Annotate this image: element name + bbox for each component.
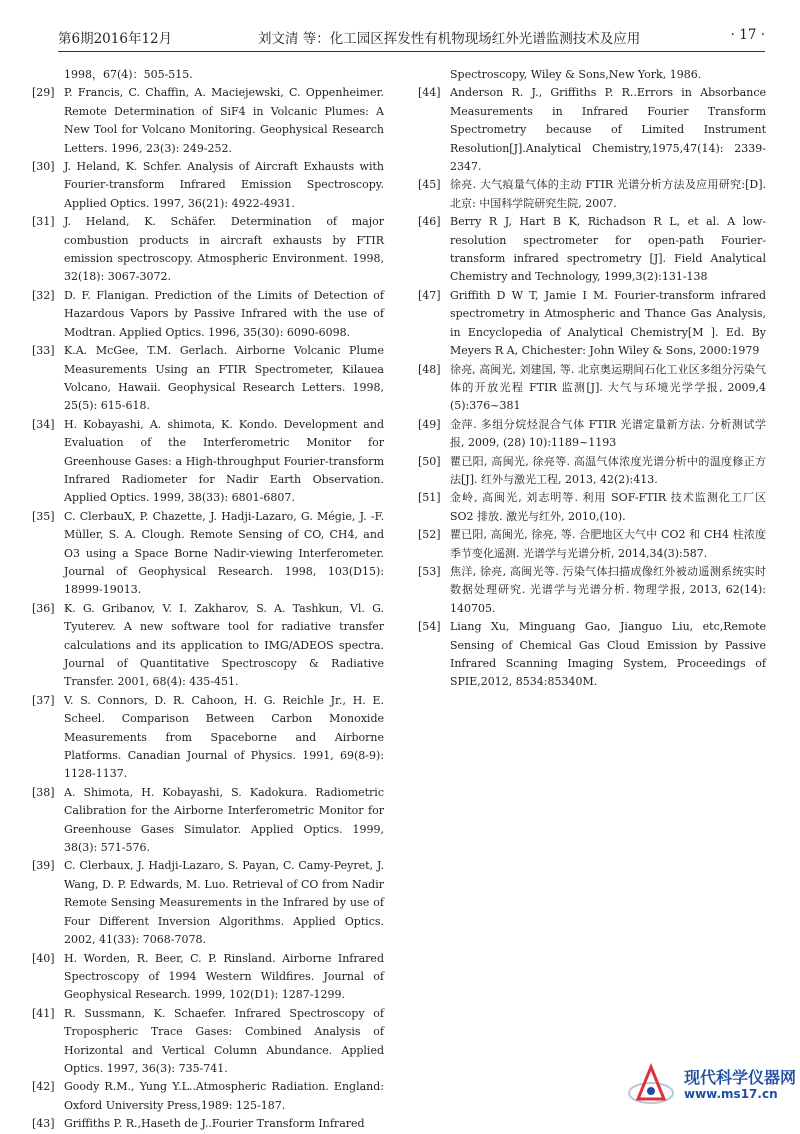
reference-text: Griffith D W T, Jamie I M. Fourier-transform infrared spectrometry in Atmospheric and Thance Gas Analysis, in Encyclopedia of Analytical Chemistry[M ]. Ed. By Meyers R A, Chichester: John Wiley & Sons, 2000:1979: [450, 288, 766, 358]
reference-number: [46]: [418, 215, 441, 229]
reference-text: P. Francis, C. Chaffin, A. Maciejewski, C. Oppenheimer. Remote Determination of SiF4 in Volcanic Plumes: A New Tool for Volcano Monitoring. Geophysical Research Letters. 1996, 23(3): 249-252.: [64, 86, 384, 155]
reference-text: Griffiths P. R.,Haseth de J..Fourier Transform Infrared: [64, 1117, 365, 1131]
reference-number: [31]: [32, 215, 55, 229]
running-title: 刘文清 等：化工园区挥发性有机物现场红外光谱监测技术及应用: [258, 31, 641, 47]
reference-text: 徐亮, 高闽光, 刘建国, 等. 北京奥运期间石化工业区多组分污染气体的开放光程 FTIR 监测[J]. 大气与环境光学学报, 2009,4 (5):376~381: [450, 362, 766, 413]
reference-number: [37]: [32, 693, 55, 707]
reference-number: [38]: [32, 785, 55, 799]
reference-number: [36]: [32, 601, 55, 615]
reference-number: [53]: [418, 564, 441, 578]
reference-item: [32, 1078, 384, 1115]
reference-number: [49]: [418, 417, 441, 431]
reference-text: H. Kobayashi, A. shimota, K. Kondo. Development and Evaluation of the Interferometric Monitor for Greenhouse Gases: a High-throughput Fourier-transform Infrared Radiometer for Nadir Earth Observation. Applied Optics. 1999, 38(33): 6801-6807.: [64, 417, 384, 505]
reference-text: 焦洋, 徐亮, 高闽光等. 污染气体扫描成像红外被动遥测系统实时数据处理研究. 光谱学与光谱分析. 物理学报, 2013, 62(14): 140705.: [450, 564, 766, 615]
reference-item: [32, 416, 384, 508]
reference-number: [29]: [32, 86, 55, 100]
reference-text: 瞿已阳, 高闽光, 徐亮等. 高温气体浓度光谱分析中的温度修正方法[J]. 红外与激光工程, 2013, 42(2):413.: [450, 454, 766, 486]
reference-item: [32, 600, 384, 692]
reference-item: [32, 158, 384, 213]
reference-number: [33]: [32, 344, 55, 358]
reference-number: [52]: [418, 528, 441, 542]
issue-label: 第6期2016年12月: [58, 31, 173, 47]
reference-item: [32, 84, 384, 158]
site-watermark: [626, 1063, 796, 1111]
reference-item: [418, 361, 766, 416]
reference-item: [418, 526, 766, 563]
reference-number: [47]: [418, 288, 441, 302]
right-column: [418, 66, 766, 692]
reference-text: Liang Xu, Minguang Gao, Jianguo Liu, etc,Remote Sensing of Chemical Gas Cloud Emission by Passive Infrared Scanning Imaging System, Proceedings of SPIE,2012, 8534:85340M.: [450, 620, 766, 689]
reference-continuation: 1998，67(4)：505-515.: [64, 68, 193, 81]
reference-item: [418, 563, 766, 618]
reference-item: [418, 416, 766, 453]
watermark-logo-icon: [626, 1063, 676, 1111]
reference-text: D. F. Flanigan. Prediction of the Limits of Detection of Hazardous Vapors by Passive Infrared with the use of Modtran. Applied Optics. 1996, 35(30): 6090-6098.: [64, 288, 384, 339]
reference-number: [42]: [32, 1080, 55, 1094]
reference-item: [418, 287, 766, 361]
reference-text: K. G. Gribanov, V. I. Zakharov, S. A. Tashkun, Vl. G. Tyuterev. A new software tool for radiative transfer calculations and its application to IMG/ADEOS spectra. Journal of Quantitative Spectroscopy & Radiative Transfer. 2001, 68(4): 435-451.: [64, 601, 384, 689]
reference-item: [32, 213, 384, 287]
reference-item: [418, 618, 766, 692]
reference-item: [32, 692, 384, 784]
reference-number: [34]: [32, 417, 55, 431]
reference-number: [35]: [32, 509, 55, 523]
reference-text: 金岭, 高闽光, 刘志明等. 利用 SOF-FTIR 技术监测化工厂区 SO2 排放. 激光与红外, 2010,(10).: [450, 491, 766, 523]
reference-text: J. Heland, K. Schäfer. Determination of major combustion products in aircraft exhausts by FTIR emission spectroscopy. Atmospheric Environment. 1998, 32(18): 3067-3072.: [64, 215, 384, 284]
reference-number: [30]: [32, 160, 55, 174]
reference-text: V. S. Connors, D. R. Cahoon, H. G. Reichle Jr., H. E. Scheel. Comparison Between Carbon Monoxide Measurements from Spaceborne and Airborne Platforms. Canadian Journal of Physics. 1991, 69(8-9): 1128-1137.: [64, 693, 384, 781]
reference-text: C. Clerbaux, J. Hadji-Lazaro, S. Payan, C. Camy-Peyret, J. Wang, D. P. Edwards, M. Luo. Retrieval of CO from Nadir Remote Sensing Measurements in the Infrared by use of Four Different Inversion Algorithms. Applied Optics. 2002, 41(33): 7068-7078.: [64, 859, 384, 947]
reference-item: [418, 213, 766, 287]
reference-item: [418, 176, 766, 213]
reference-number: [44]: [418, 86, 441, 100]
reference-item: [32, 1005, 384, 1079]
reference-number: [32]: [32, 288, 55, 302]
watermark-url: www.ms17.cn: [684, 1087, 778, 1101]
reference-number: [48]: [418, 362, 441, 376]
reference-number: [50]: [418, 454, 441, 468]
reference-item: [32, 950, 384, 1005]
reference-text: 金萍. 多组分烷烃混合气体 FTIR 光谱定量新方法. 分析测试学报, 2009, (28) 10):1189~1193: [450, 417, 766, 450]
reference-text: A. Shimota, H. Kobayashi, S. Kadokura. Radiometric Calibration for the Airborne Interferometric Monitor for Greenhouse Gases Simulator. Applied Optics. 1999, 38(3): 571-576.: [64, 785, 384, 855]
reference-item: [32, 784, 384, 858]
reference-item: [418, 84, 766, 176]
reference-text: H. Worden, R. Beer, C. P. Rinsland. Airborne Infrared Spectroscopy of 1994 Western Wildfires. Journal of Geophysical Research. 1999, 102(D1): 1287-1299.: [64, 951, 384, 1002]
left-reference-list: [32, 84, 384, 1133]
reference-continuation: Spectroscopy, Wiley & Sons,New York, 1986.: [450, 68, 702, 81]
reference-item: [418, 453, 766, 490]
reference-text: C. ClerbauX, P. Chazette, J. Hadji-Lazaro, G. Mégie, J. -F. Müller, S. A. Clough. Remote Sensing of CO, CH4, and O3 using a Space Borne Nadir-viewing Interferometer. Journal of Geophysical Research. 1998, 103(D15): 18999-19013.: [64, 509, 384, 597]
watermark-title: 现代科学仪器网: [684, 1068, 797, 1087]
reference-text: J. Heland, K. Schfer. Analysis of Aircraft Exhausts with Fourier-transform Infrared Emission Spectroscopy. Applied Optics. 1997, 36(21): 4922-4931.: [64, 160, 384, 210]
reference-text: Berry R J, Hart B K, Richadson R L, et al. A low-resolution spectrometer for open-path Fourier-transform infrared spectrometry [J]. Field Analytical Chemistry and Technology, 1999,3(2):131-138: [450, 215, 766, 284]
reference-number: [51]: [418, 491, 441, 505]
reference-number: [45]: [418, 178, 441, 192]
reference-item: [32, 857, 384, 949]
right-reference-list: [418, 84, 766, 691]
reference-number: [41]: [32, 1006, 55, 1020]
left-column: [32, 66, 384, 1134]
reference-item: [418, 489, 766, 526]
page-header: [58, 27, 765, 51]
reference-item: [32, 287, 384, 342]
reference-text: Anderson R. J., Griffiths P. R..Errors in Absorbance Measurements in Infrared Fourier Transform Spectrometry because of Limited Instrument Resolution[J].Analytical Chemistry,1975,47(14): 2339-2347.: [450, 86, 766, 174]
reference-number: [54]: [418, 620, 441, 634]
reference-item: [32, 1115, 384, 1133]
reference-text: K.A. McGee, T.M. Gerlach. Airborne Volcanic Plume Measurements Using an FTIR Spectrometer, Kilauea Volcano, Hawaii. Geophysical Research Letters. 1998, 25(5): 615-618.: [64, 344, 384, 413]
reference-item: [32, 508, 384, 600]
reference-text: Goody R.M., Yung Y.L..Atmospheric Radiation. England: Oxford University Press,1989: 125-187.: [64, 1080, 384, 1112]
reference-text: 瞿已阳, 高闽光, 徐亮, 等. 合肥地区大气中 CO2 和 CH4 柱浓度季节变化遥测. 光谱学与光谱分析, 2014,34(3):587.: [450, 528, 766, 560]
page-number: · 17 ·: [730, 27, 765, 43]
reference-number: [39]: [32, 859, 55, 873]
reference-number: [40]: [32, 951, 55, 965]
reference-number: [43]: [32, 1117, 55, 1131]
reference-text: R. Sussmann, K. Schaefer. Infrared Spectroscopy of Tropospheric Trace Gases: Combined Analysis of Horizontal and Vertical Column Abundance. Applied Optics. 1997, 36(3): 735-741.: [64, 1006, 384, 1075]
reference-text: 徐亮. 大气痕量气体的主动 FTIR 光谱分析方法及应用研究:[D]. 北京: 中国科学院研究生院, 2007.: [450, 178, 766, 210]
reference-item: [32, 342, 384, 416]
header-rule: [58, 51, 765, 52]
